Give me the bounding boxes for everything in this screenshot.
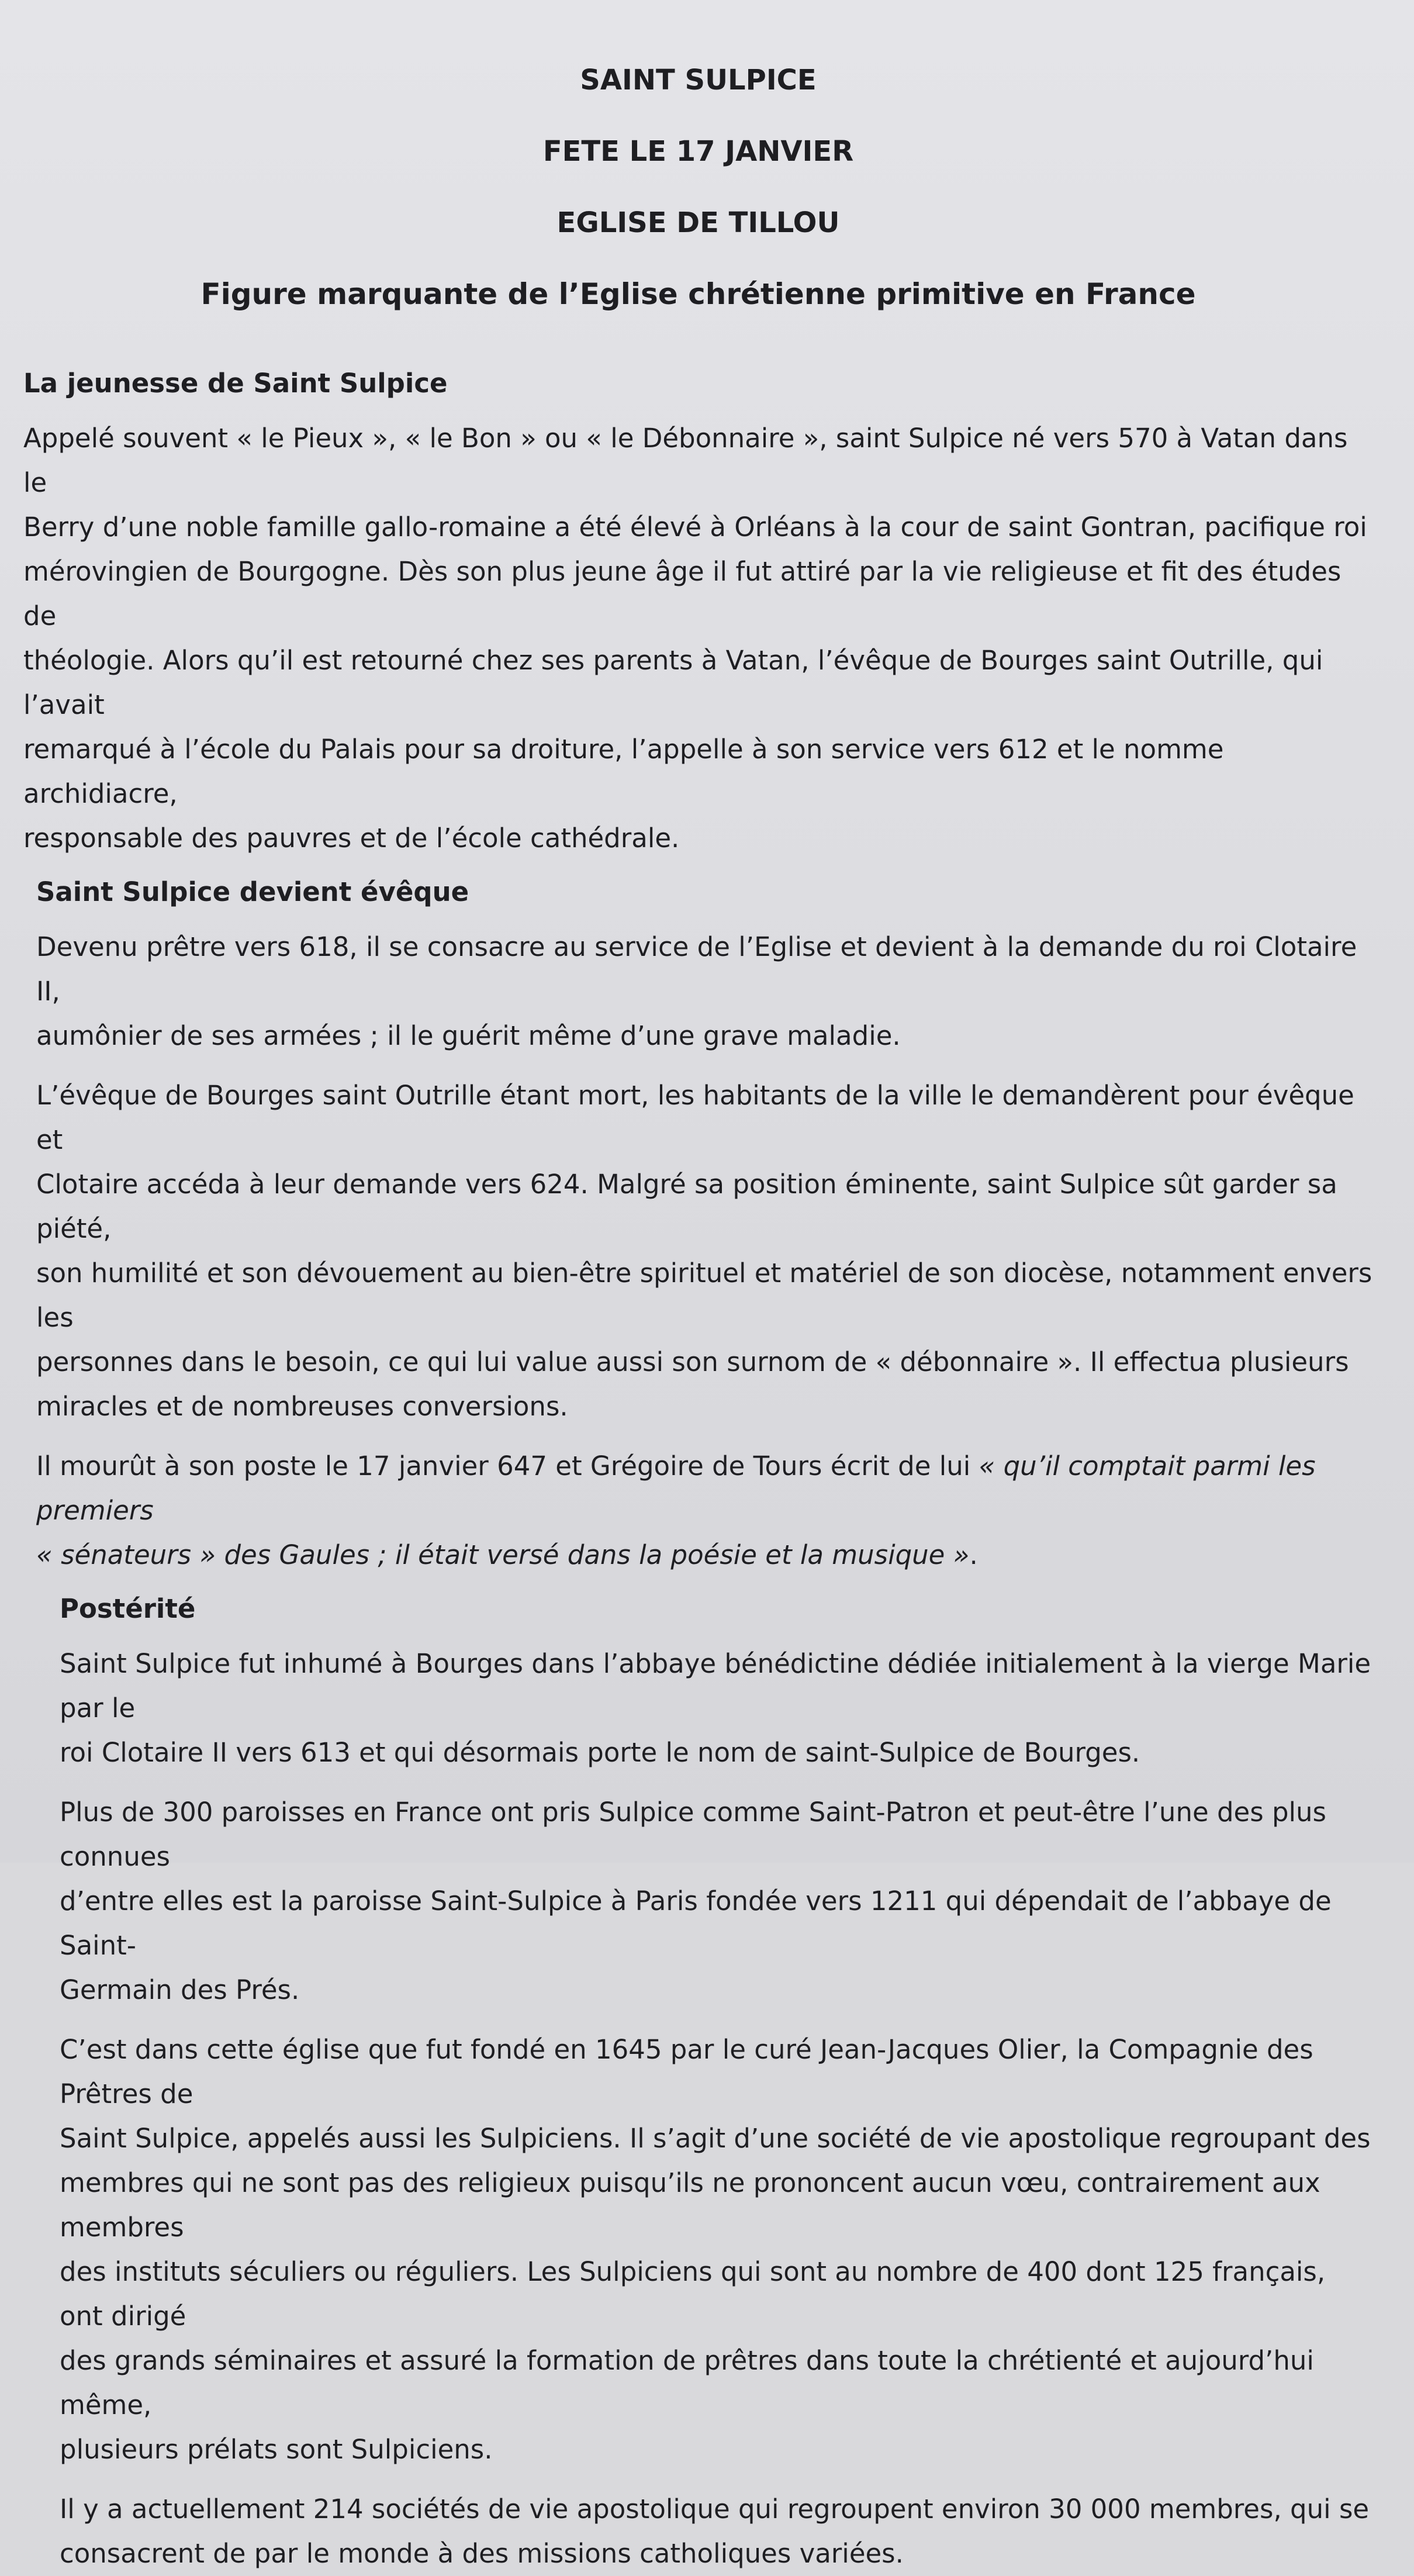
paragraph: Devenu prêtre vers 618, il se consacre au service de l’Eglise et devient à la demande du roi Clotaire II, aumônier de ses armées ; il le guérit même d’une grave maladie. xyxy=(36,931,1357,1051)
section-heading: Saint Sulpice devient évêque xyxy=(36,876,469,907)
saint-name-title: SAINT SULPICE xyxy=(580,64,817,96)
title-block xyxy=(23,63,1373,311)
subtitle: Figure marquante de l’Eglise chrétienne primitive en France xyxy=(200,277,1196,311)
section-youth xyxy=(23,367,1373,861)
paragraph: L’évêque de Bourges saint Outrille étant mort, les habitants de la ville le demandèrent pour évêque et Clotaire accéda à leur demande vers 624. Malgré sa position éminente, saint Sulpice sût garder sa piété, son humilité et son dévouement au bien-être spirituel et matériel de son diocèse, notamment envers les personnes dans le besoin, ce qui lui value aussi son surnom de « débonnaire ». Il effectua plusieurs miracles et de nombreuses conversions. xyxy=(36,1080,1372,1422)
section-heading: Postérité xyxy=(60,1593,196,1624)
section-posterity xyxy=(23,1593,1373,2576)
church-title: EGLISE DE TILLOU xyxy=(556,206,840,239)
feast-date-title: FETE LE 17 JANVIER xyxy=(542,135,854,168)
paragraph: Il y a actuellement 214 sociétés de vie apostolique qui regroupent environ 30 000 membres, qui se consacrent de par le monde à des missions catholiques variées. xyxy=(60,2494,1370,2569)
section-heading: La jeunesse de Saint Sulpice xyxy=(23,368,448,399)
quote-lead: Il mourût à son poste le 17 janvier 647 et Grégoire de Tours écrit de lui xyxy=(36,1451,979,1482)
paragraph: Appelé souvent « le Pieux », « le Bon » ou « le Débonnaire », saint Sulpice né vers 570 à Vatan dans le Berry d’une noble famille gallo-romaine a été élevé à Orléans à la cour de saint Gontran, pacifique roi mérovingien de Bourgogne. Dès son plus jeune âge il fut attiré par la vie religieuse et fit des études de théologie. Alors qu’il est retourné chez ses parents à Vatan, l’évêque de Bourges saint Outrille, qui l’avait remarqué à l’école du Palais pour sa droiture, l’appelle à son service vers 612 et le nomme archidiacre, responsable des pauvres et de l’école cathédrale. xyxy=(23,423,1367,854)
paragraph: Plus de 300 paroisses en France ont pris Sulpice comme Saint-Patron et peut-être l’une des plus connues d’entre elles est la paroisse Saint-Sulpice à Paris fondée vers 1211 qui dépendait de l’abbaye de Saint- Germain des Prés. xyxy=(60,1797,1332,2005)
paragraph: C’est dans cette église que fut fondé en 1645 par le curé Jean-Jacques Olier, la Compagnie des Prêtres de Saint Sulpice, appelés aussi les Sulpiciens. Il s’agit d’une société de vie apostolique regroupant des membres qui ne sont pas des religieux puisqu’ils ne prononcent aucun vœu, contrairement aux membres des instituts séculiers ou réguliers. Les Sulpiciens qui sont au nombre de 400 dont 125 français, ont dirigé des grands séminaires et assuré la formation de prêtres dans toute la chrétienté et aujourd’hui même, plusieurs prélats sont Sulpiciens. xyxy=(60,2034,1371,2465)
section-bishop xyxy=(23,876,1373,1577)
quote-paragraph xyxy=(36,1444,1373,1577)
paragraph: Saint Sulpice fut inhumé à Bourges dans l’abbaye bénédictine dédiée initialement à la vierge Marie par le roi Clotaire II vers 613 et qui désormais porte le nom de saint-Sulpice de Bourges. xyxy=(60,1648,1371,1768)
quote-text: « qu’il comptait parmi les premiers « sénateurs » des Gaules ; il était versé dans la poésie et la musique » xyxy=(36,1451,1316,1570)
quote-tail: . xyxy=(969,1539,978,1570)
